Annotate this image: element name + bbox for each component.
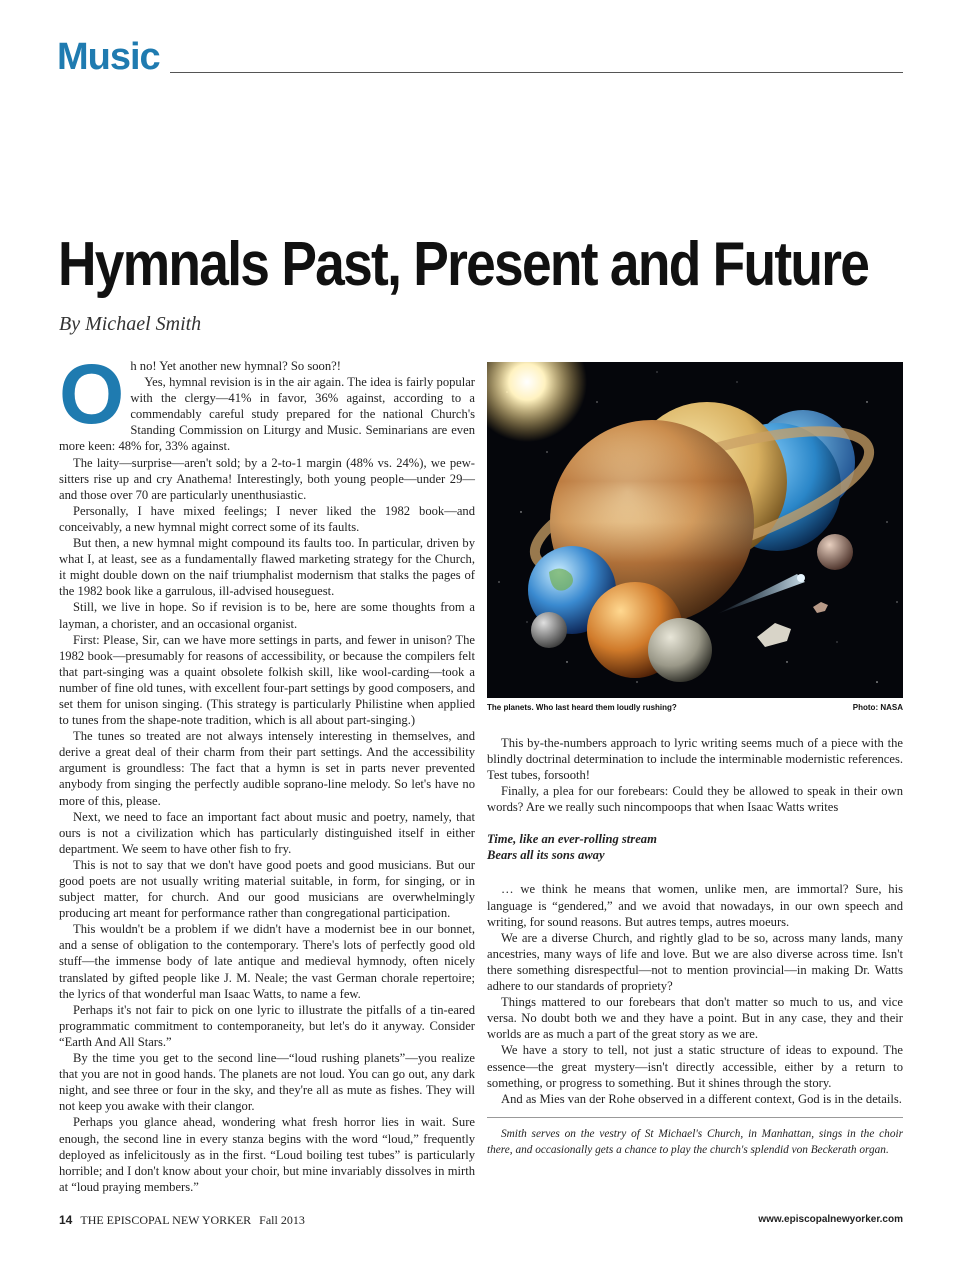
body-paragraph: Still, we live in hope. So if revision is to be, here are some thoughts from a layman, a chorister, and an occasional organist. bbox=[59, 600, 475, 631]
body-paragraph: But then, a new hymnal might compound its faults too. In particular, driven by what I, at least, see as a fundamentally flawed marketing strategy for the Church, it might double down on the naif triumphalist modernism that stalks the pages of the 1982 book like a garrulous, ill-advised houseguest. bbox=[59, 536, 475, 599]
body-paragraph: Perhaps you glance ahead, wondering what fresh horror lies in wait. Sure enough, the second line in every stanza begins with the word “loud,” frequently deployed as infelicitously as in the first. “Loud boiling test tubes” is particularly horrible; and I don't know about your choir, but mine invariably dissolves in mirth at “loud praying members.” bbox=[59, 1115, 475, 1194]
section-title: Music bbox=[57, 36, 160, 78]
body-paragraph: This wouldn't be a problem if we didn't have a modernist bee in our bonnet, and a sense of obligation to the contemporary. There's lots of perfectly good old stuff—the immense body of late antique and medieval hymnody, often nicely translated by gifted people like J. M. Neale; the vast German chorale repertoire; the lyrics of that wonderful man Isaac Watts, to name a few. bbox=[59, 922, 475, 1001]
body-paragraph: By the time you get to the second line—“loud rushing planets”—you realize that you are not in good hands. The planets are not loud. You can go out, any dark night, and see three or four in the sky, and they're all as mute as fishes. They will not keep you awake with their clangor. bbox=[59, 1051, 475, 1114]
bio-divider bbox=[487, 1117, 903, 1118]
body-paragraph: Personally, I have mixed feelings; I never liked the 1982 book—and conceivably, a new hymnal might correct some of its faults. bbox=[59, 503, 475, 534]
footer-publication bbox=[59, 1213, 305, 1228]
body-paragraph: Next, we need to face an important fact about music and poetry, namely, that ours is not a civilization which has particularly distinguished itself in either department. We seem to have other fish to fry. bbox=[59, 809, 475, 856]
footer-url[interactable]: www.episcopalnewyorker.com bbox=[758, 1214, 903, 1225]
byline: By Michael Smith bbox=[59, 313, 202, 335]
drop-cap: O bbox=[59, 347, 125, 441]
body-paragraph: Things mattered to our forebears that don't matter so much to us, and vice versa. No doubt both we and they have a point. But in any case, they and their worlds are as much a part of the great story as we are. bbox=[487, 995, 903, 1042]
pluto bbox=[817, 534, 853, 570]
moon bbox=[531, 612, 567, 648]
body-paragraph: … we think he means that women, unlike men, are immortal? Sure, his language is “gendered,” and we avoid that nowadays, in our own speech and writing, for sound reasons. But autres temps, autres moeurs. bbox=[487, 882, 903, 929]
page-number: 14 bbox=[59, 1213, 73, 1227]
opening-paragraph: Oh no! Yet another new hymnal? So soon?! bbox=[59, 347, 341, 441]
body-paragraph: The tunes so treated are not always intensely interesting in themselves, and derive a great deal of their charm from their part settings. And the accessibility argument is groundless: The fact that a hymn is set in parts never prevented anybody from singing the perfectly audible soprano-line melody. So let's have no more of this, please. bbox=[59, 729, 475, 808]
planets-illustration bbox=[487, 362, 903, 698]
mercury bbox=[648, 618, 712, 682]
body-paragraph: And as Mies van der Rohe observed in a different context, God is in the details. bbox=[501, 1091, 902, 1106]
author-bio: Smith serves on the vestry of St Michael's Church, in Manhattan, sings in the choir there, and occasionally gets a chance to play the church's splendid von Beckerath organ. bbox=[487, 1127, 903, 1156]
hymn-quote-line: Time, like an ever-rolling stream bbox=[487, 832, 657, 847]
body-paragraph: First: Please, Sir, can we have more settings in parts, and fewer in unison? The 1982 book—presumably for reasons of accessibility, or because the compilers felt that part-singing was a quaint obsolete folkish skill, like wool-carding—took a number of fine old tunes, with excellent four-part settings by good composers, and set them for unison singing. (This strategy is particularly Philistine when applied to tunes from the shape-note tradition, which is all about part-singing.) bbox=[59, 632, 475, 728]
issue-season: Fall 2013 bbox=[259, 1213, 305, 1227]
headline: Hymnals Past, Present and Future bbox=[58, 230, 869, 299]
body-paragraph: Finally, a plea for our forebears: Could they be allowed to speak in their own words? Are we really such nincompoops that when Isaac Watts writes bbox=[487, 784, 903, 815]
photo-caption bbox=[487, 703, 903, 712]
body-paragraph: We are a diverse Church, and rightly glad to be so, across many lands, many ancestries, many ways of life and love. But we are also diverse across time. Isn't there something disrespectful—not to mention provincial—in making Dr. Watts adhere to our standards of propriety? bbox=[487, 930, 903, 994]
publication-name: THE EPISCOPAL NEW YORKER bbox=[80, 1213, 252, 1227]
right-column bbox=[487, 735, 903, 1158]
hymn-quote bbox=[487, 831, 903, 863]
left-column bbox=[59, 347, 475, 1195]
body-paragraph: Yes, hymnal revision is in the air again. The idea is fairly popular with the clergy—41% in favor, 36% against, according to a commendably careful study prepared for the national Church's Standing Commission on Liturgy and Music. Seminarians are even more keen: 48% for, 33% against. bbox=[59, 375, 475, 454]
section-rule bbox=[170, 72, 903, 73]
body-paragraph: Perhaps it's not fair to pick on one lyric to illustrate the pitfalls of a tin-eared programmatic commitment to contemporaneity, but let's do it anyway. Consider “Earth And All Stars.” bbox=[59, 1002, 475, 1049]
body-paragraph: This is not to say that we don't have good poets and good musicians. But our good poets are not usually writing material suitable, in form, for singing, or in subject matter, for church. And our good musicians are overwhelmingly producing art meant for performance rather than congregational participation. bbox=[59, 857, 475, 921]
comet-head bbox=[797, 574, 805, 582]
body-paragraph: This by-the-numbers approach to lyric writing seems much of a piece with the blindly doctrinal determination to include the interminable modernistic references. Test tubes, forsooth! bbox=[487, 736, 903, 783]
body-paragraph: We have a story to tell, not just a static structure of ideas to expound. The essence—the great mystery—isn't directly accessible, either by a return to something, or progress to something. But it shines through the story. bbox=[487, 1043, 903, 1090]
caption-text: The planets. Who last heard them loudly rushing? bbox=[487, 703, 677, 712]
hymn-quote-line: Bears all its sons away bbox=[487, 848, 605, 863]
body-paragraph: The laity—surprise—aren't sold; by a 2-to-1 margin (48% vs. 24%), we pew-sitters rise up and cry Anathema! Interestingly, both young people—under 29—and those over 70 are particularly unenthusiastic. bbox=[59, 455, 475, 502]
photo-credit: Photo: NASA bbox=[852, 703, 903, 712]
planets-photo bbox=[487, 362, 903, 698]
